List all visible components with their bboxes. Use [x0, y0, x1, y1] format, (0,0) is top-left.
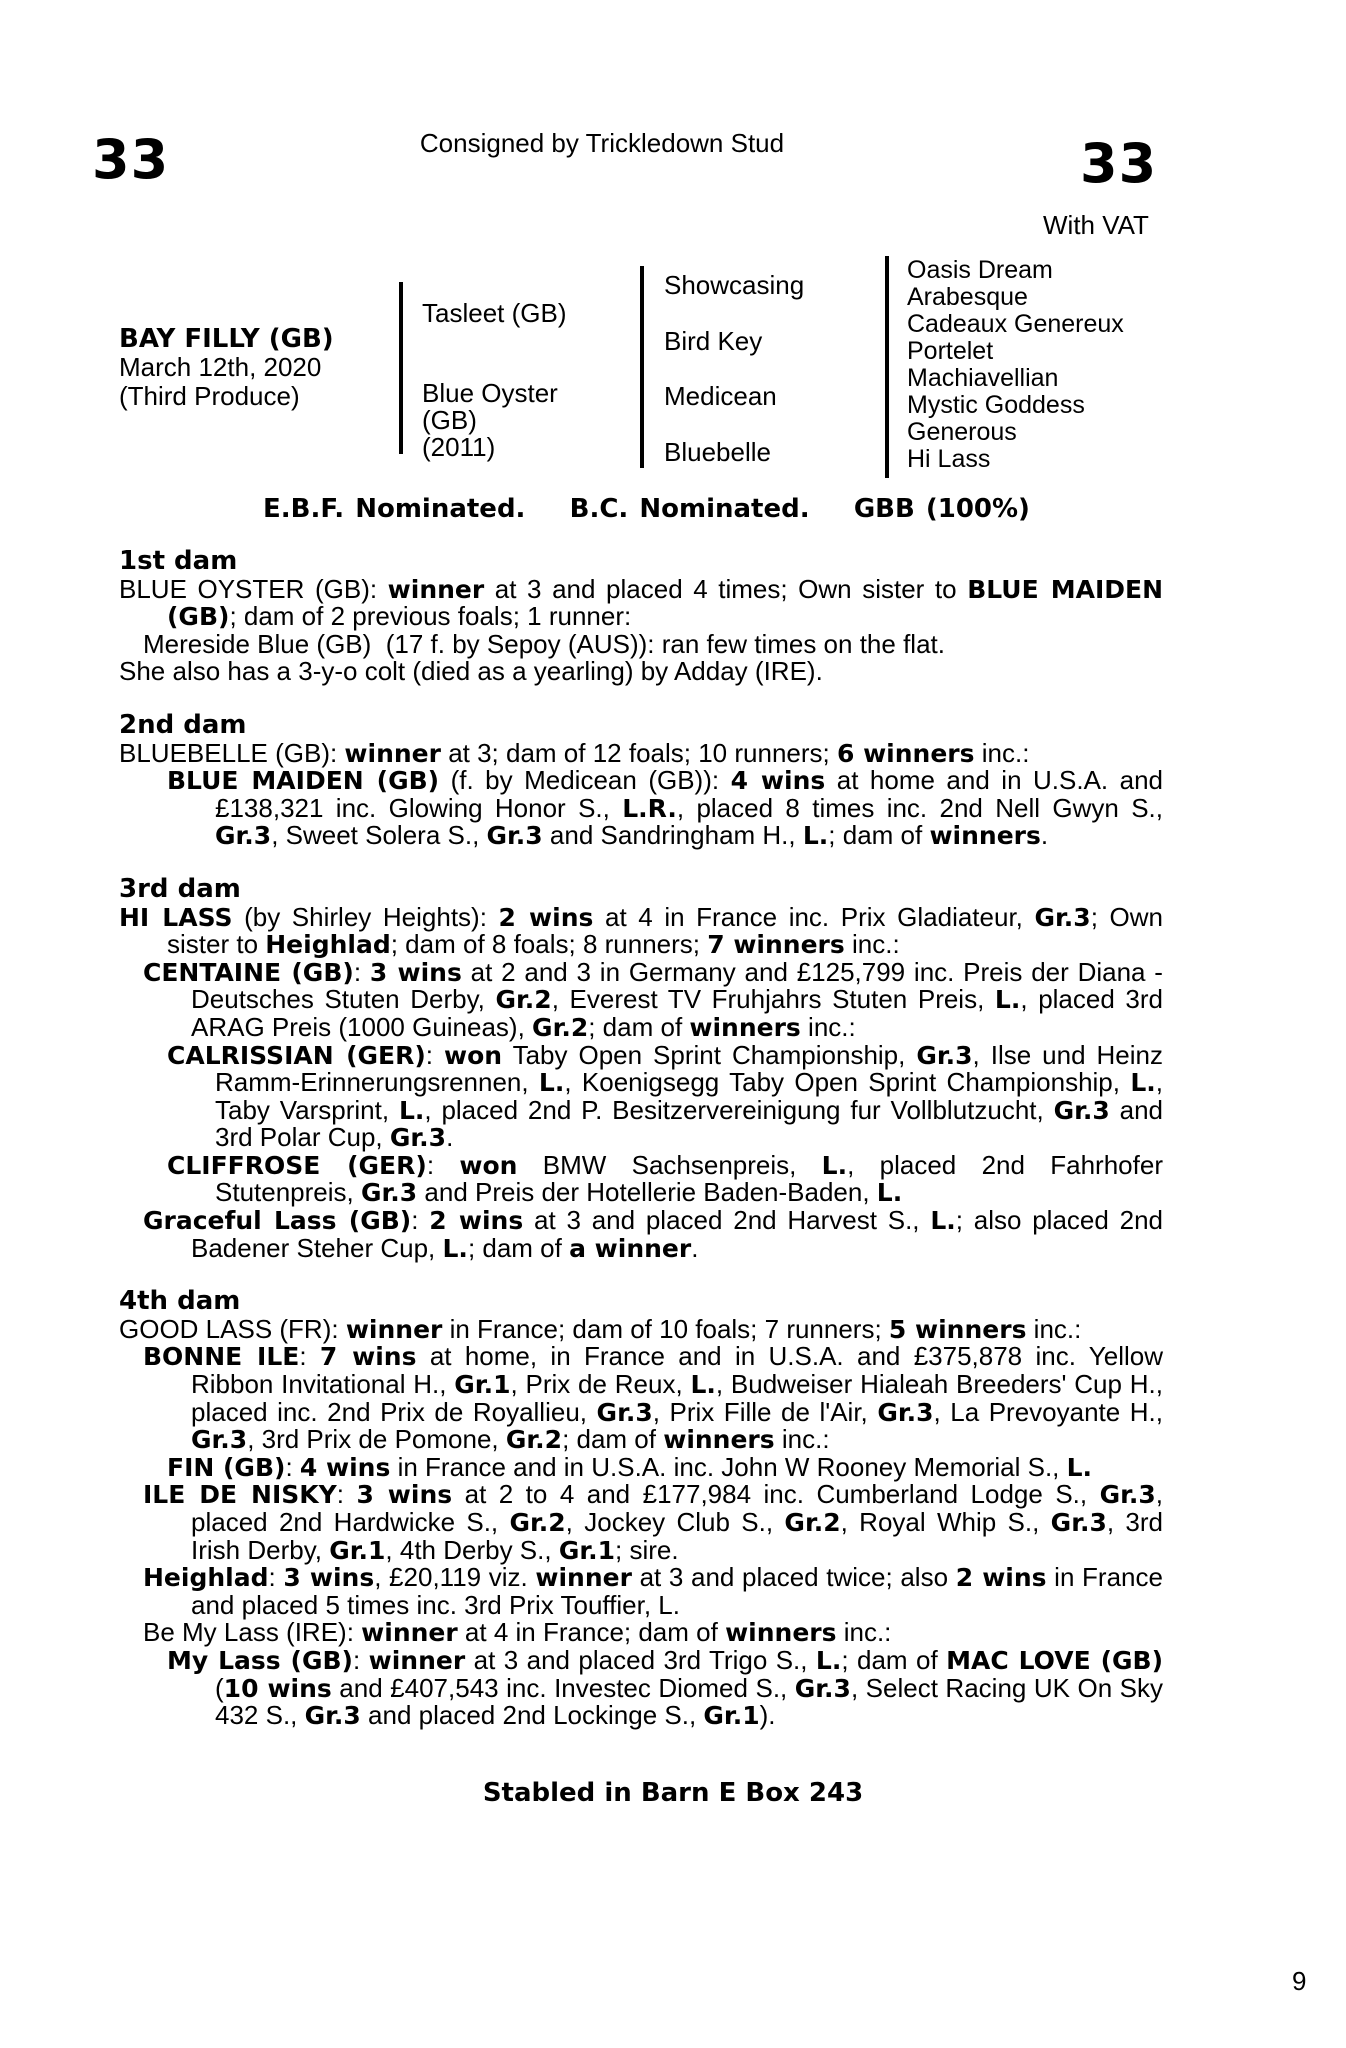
produce-entry: Be My Lass (IRE): winner at 4 in France; dam of winners inc.: — [143, 1617, 892, 1648]
horse-produce: (Third Produce) — [119, 381, 300, 411]
produce-note: She also has a 3-y-o colt (died as a yearling) by Adday (IRE). — [119, 656, 823, 687]
pedigree-dam — [422, 380, 558, 461]
bc-nomination: B.C. Nominated. — [569, 494, 810, 524]
gbb-status: GBB (100%) — [853, 494, 1030, 524]
pedigree-gen2-item: Medicean — [664, 381, 777, 411]
section-heading-2nd-dam: 2nd dam — [119, 709, 247, 740]
pedigree-bar-3 — [885, 256, 889, 478]
pedigree-bar-1 — [399, 282, 403, 454]
pedigree-gen3-item: Portelet — [907, 337, 994, 365]
pedigree-gen3-item: Hi Lass — [907, 445, 991, 473]
pedigree-dam-year: (2011) — [422, 432, 496, 462]
pedigree-bar-2 — [640, 266, 644, 468]
pedigree-gen2-item: Bird Key — [664, 326, 763, 356]
produce-entry: BLUE MAIDEN (GB) (f. by Medicean (GB)): 4 wins at home and in U.S.A. and £138,321 inc. Glowing Honor S., L.R., placed 8 times inc. 2nd Nell Gwyn S., Gr.3, Sweet Solera S., Gr.3 and Sandringham H., L.; dam of winners. — [167, 765, 1163, 851]
pedigree-gen3-item: Arabesque — [907, 283, 1028, 311]
pedigree-gen3-item: Oasis Dream — [907, 256, 1053, 284]
horse-dob: March 12th, 2020 — [119, 352, 322, 382]
section-heading-3rd-dam: 3rd dam — [119, 873, 241, 904]
produce-entry: ILE DE NISKY: 3 wins at 2 to 4 and £177,984 inc. Cumberland Lodge S., Gr.3, placed 2nd Hardwicke S., Gr.2, Jockey Club S., Gr.2, Royal Whip S., Gr.3, 3rd Irish Derby, Gr.1, 4th Derby S., Gr.1; sire. — [143, 1479, 1163, 1565]
produce-entry: FIN (GB): 4 wins in France and in U.S.A. inc. John W Rooney Memorial S., L. — [167, 1451, 1093, 1482]
pedigree-gen3 — [907, 257, 1124, 473]
dam-entry: BLUE OYSTER (GB): winner at 3 and placed 4 times; Own sister to BLUE MAIDEN (GB); dam of 2 previous foals; 1 runner: — [119, 573, 1163, 632]
pedigree-gen2-item: Showcasing — [664, 270, 805, 300]
pedigree-gen2-item: Bluebelle — [664, 437, 771, 467]
pedigree-dam-name: Blue Oyster — [422, 378, 558, 408]
lot-number-right: 33 — [1080, 132, 1158, 195]
produce-entry: BONNE ILE: 7 wins at home, in France and in U.S.A. and £375,878 inc. Yellow Ribbon Invitational H., Gr.1, Prix de Reux, L., Budweiser Hialeah Breeders' Cup H., placed inc. 2nd Prix de Royallieu, Gr.3, Prix Fille de l'Air, Gr.3, La Prevoyante H., Gr.3, 3rd Prix de Pomone, Gr.2; dam of winners inc.: — [143, 1341, 1164, 1455]
produce-entry: CLIFFROSE (GER): won BMW Sachsenpreis, L., placed 2nd Fahrhofer Stutenpreis, Gr.3 and Preis der Hotellerie Baden-Baden, L. — [167, 1149, 1163, 1208]
ebf-nomination: E.B.F. Nominated. — [263, 494, 526, 524]
vat-note: With VAT — [1043, 210, 1149, 240]
section-heading-1st-dam: 1st dam — [119, 546, 238, 576]
produce-entry: Mereside Blue (GB) (17 f. by Sepoy (AUS)): ran few times on the flat. — [143, 628, 945, 659]
produce-entry: Graceful Lass (GB): 2 wins at 3 and placed 2nd Harvest S., L.; also placed 2nd Badener Steher Cup, L.; dam of a winner. — [143, 1205, 1163, 1263]
dam-entry: GOOD LASS (FR): winner in France; dam of 10 foals; 7 runners; 5 winners inc.: — [119, 1313, 1082, 1344]
pedigree-dam-origin: (GB) — [422, 405, 477, 435]
produce-entry: My Lass (GB): winner at 3 and placed 3rd Trigo S., L.; dam of MAC LOVE (GB) (10 wins and £407,543 inc. Investec Diomed S., Gr.3, Select Racing UK On Sky 432 S., Gr.3 and placed 2nd Lockinge S., Gr.1). — [167, 1644, 1164, 1731]
pedigree-gen3-item: Machiavellian — [907, 364, 1059, 392]
nominations-line — [263, 494, 1030, 524]
stabled-location: Stabled in Barn E Box 243 — [482, 1778, 864, 1808]
pedigree-gen3-item: Mystic Goddess — [907, 391, 1085, 419]
page-number: 9 — [1292, 1966, 1307, 1996]
pedigree-sire: Tasleet (GB) — [422, 298, 567, 328]
dam-entry: BLUEBELLE (GB): winner at 3; dam of 12 foals; 10 runners; 6 winners inc.: — [119, 737, 1030, 768]
pedigree-gen3-item: Generous — [907, 418, 1017, 446]
pedigree-gen3-item: Cadeaux Genereux — [907, 310, 1124, 338]
dam-entry: HI LASS (by Shirley Heights): 2 wins at 4 in France inc. Prix Gladiateur, Gr.3; Own sister to Heighlad; dam of 8 foals; 8 runners; 7 winners inc.: — [119, 901, 1163, 960]
catalogue-body — [119, 548, 1163, 1730]
produce-entry: Heighlad: 3 wins, £20,119 viz. winner at 3 and placed twice; also 2 wins in France and placed 5 times inc. 3rd Prix Touffier, L. — [143, 1562, 1163, 1620]
horse-name: BAY FILLY (GB) — [119, 324, 334, 354]
produce-entry: CENTAINE (GB): 3 wins at 2 and 3 in Germany and £125,799 inc. Preis der Diana - Deutsches Stuten Derby, Gr.2, Everest TV Fruhjahrs Stuten Preis, L., placed 3rd ARAG Preis (1000 Guineas), Gr.2; dam of winners inc.: — [143, 956, 1164, 1042]
consignor: Consigned by Trickledown Stud — [419, 128, 785, 158]
section-heading-4th-dam: 4th dam — [119, 1286, 241, 1317]
produce-entry: CALRISSIAN (GER): won Taby Open Sprint Championship, Gr.3, Ilse und Heinz Ramm-Erinnerungsrennen, L., Koenigsegg Taby Open Sprint Championship, L., Taby Varsprint, L., placed 2nd P. Besitzervereinigung fur Vollblutzucht, Gr.3 and 3rd Polar Cup, Gr.3. — [167, 1039, 1164, 1153]
lot-number-left: 33 — [92, 128, 170, 191]
